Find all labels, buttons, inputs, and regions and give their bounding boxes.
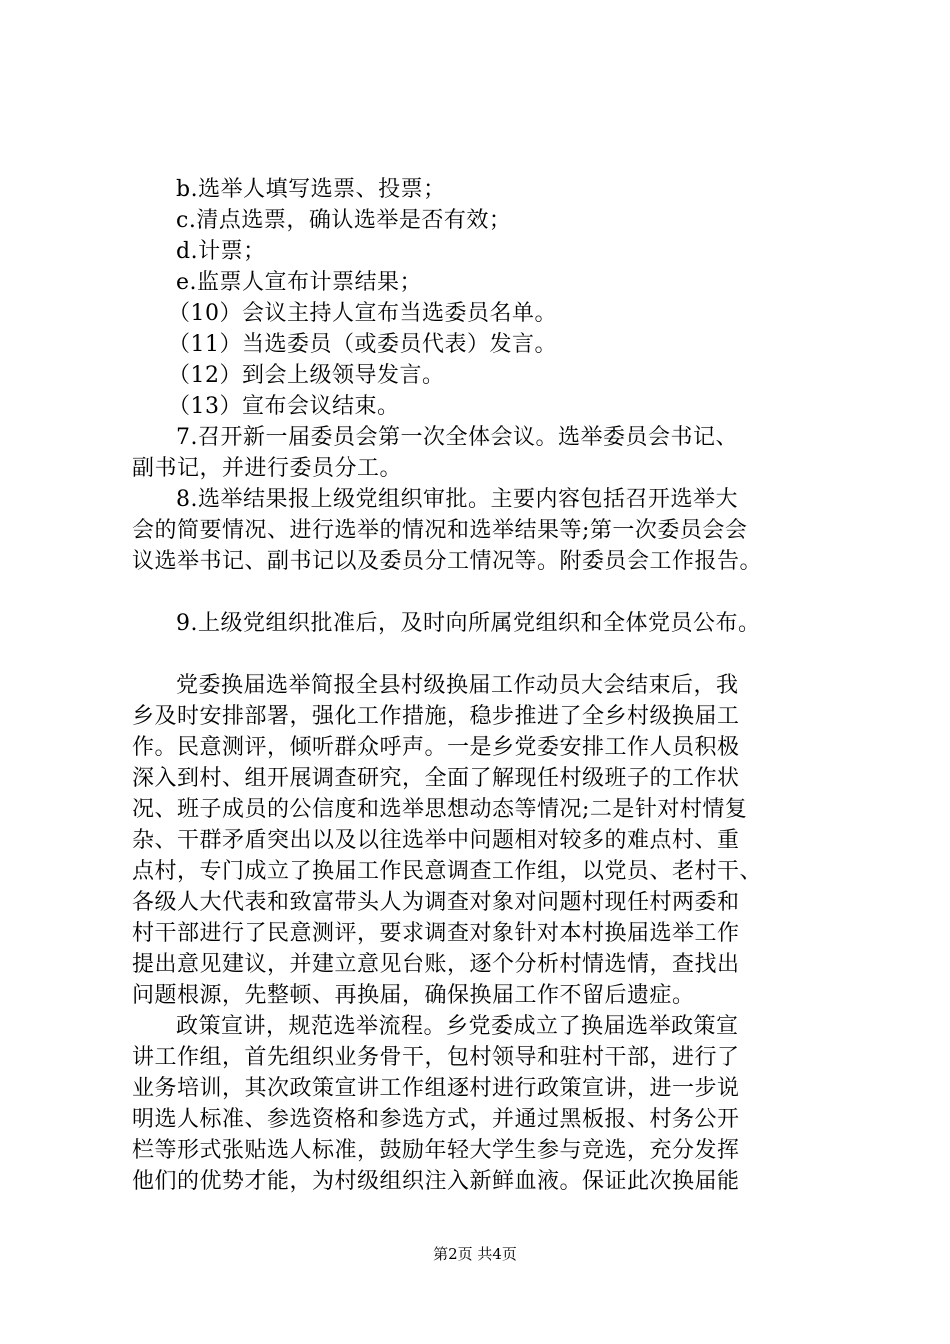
text-line: d.计票； [176,239,266,264]
text-line: 9.上级党组织批准后，及时向所属党组织和全体党员公布。 [176,611,761,636]
paragraph-gap [132,577,852,608]
text-line: 政策宣讲，规范选举流程。乡党委成立了换届选举政策宣 [176,1014,739,1039]
text-line: （12）到会上级领导发言。 [168,363,445,388]
text-line: 问题根源，先整顿、再换届，确保换届工作不留后遗症。 [132,983,695,1008]
text-line: 杂、干群矛盾突出以及以往选举中问题相对较多的难点村、重 [132,828,740,853]
text-line: 明选人标准、参选资格和参选方式，并通过黑板报、村务公开 [132,1107,740,1132]
text-line: 讲工作组，首先组织业务骨干，包村领导和驻村干部，进行了 [132,1045,740,1070]
text-line: b.选举人填写选票、投票； [176,177,446,202]
text-line: 乡及时安排部署，强化工作措施，稳步推进了全乡村级换届工 [132,704,740,729]
text-line: 点村，专门成立了换届工作民意调查工作组，以党员、老村干、 [132,859,763,884]
page-footer [0,1244,950,1264]
text-line: 村干部进行了民意测评，要求调查对象针对本村换届选举工作 [132,921,740,946]
text-line: 议选举书记、副书记以及委员分工情况等。附委员会工作报告。 [132,549,763,574]
text-line: 业务培训，其次政策宣讲工作组逐村进行政策宣讲，进一步说 [132,1076,740,1101]
text-line: 7.召开新一届委员会第一次全体会议。选举委员会书记、 [176,425,738,450]
text-line: 副书记，并进行委员分工。 [132,456,403,481]
text-line: 会的简要情况、进行选举的情况和选举结果等;第一次委员会会 [132,518,748,543]
text-line: 深入到村、组开展调查研究，全面了解现任村级班子的工作状 [132,766,740,791]
text-line: 提出意见建议，并建立意见台账，逐个分析村情选情，查找出 [132,952,740,977]
text-line: 栏等形式张贴选人标准，鼓励年轻大学生参与竞选，充分发挥 [132,1138,740,1163]
text-line: 他们的优势才能，为村级组织注入新鲜血液。保证此次换届能 [132,1169,740,1194]
page-number: 第2页 共4页 [433,1245,517,1263]
document-body [132,174,852,1197]
text-line: e.监票人宣布计票结果； [176,270,423,295]
text-line: （11）当选委员（或委员代表）发言。 [168,332,557,357]
text-line: c.清点选票，确认选举是否有效； [176,208,512,233]
paragraph-gap [132,639,852,670]
text-line: 党委换届选举简报全县村级换届工作动员大会结束后，我 [176,673,739,698]
text-line: （10）会议主持人宣布当选委员名单。 [168,301,557,326]
text-line: （13）宣布会议结束。 [168,394,400,419]
text-line: 况、班子成员的公信度和选举思想动态等情况;二是针对村情复 [132,797,748,822]
text-line: 8.选举结果报上级党组织审批。主要内容包括召开选举大 [176,487,738,512]
text-line: 作。民意测评，倾听群众呼声。一是乡党委安排工作人员积极 [132,735,740,760]
text-line: 各级人大代表和致富带头人为调查对象对问题村现任村两委和 [132,890,740,915]
